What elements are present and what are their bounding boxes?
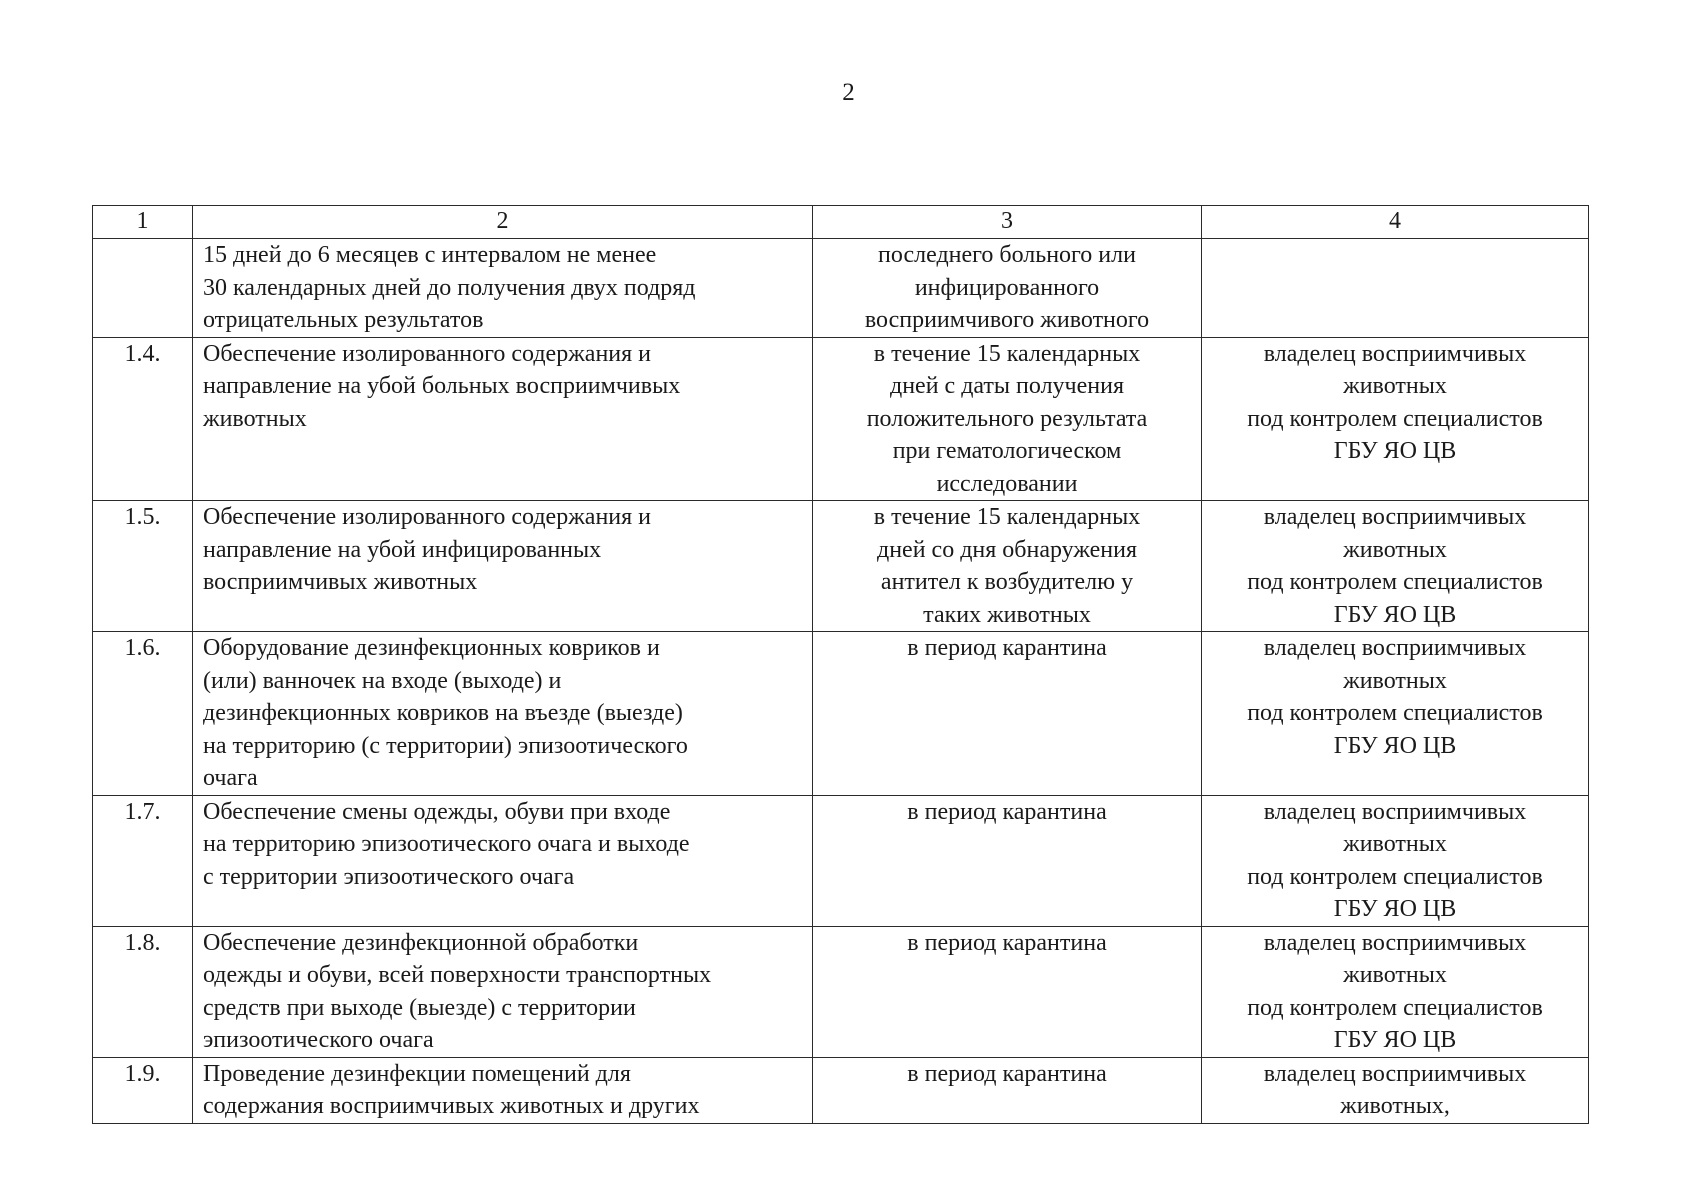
row-number: 1.9. (93, 1057, 193, 1123)
row-number: 1.5. (93, 501, 193, 632)
responsible-cell (1202, 239, 1589, 338)
responsible-cell: владелец восприимчивых животных под контролем специалистов ГБУ ЯО ЦВ (1202, 926, 1589, 1057)
table-header-row (93, 206, 1589, 239)
measure-cell: Обеспечение дезинфекционной обработки одежды и обуви, всей поверхности транспортных средств при выходе (выезде) с территории эпизоотического очага (193, 926, 813, 1057)
term-cell: в течение 15 календарных дней со дня обнаружения антител к возбудителю у таких животных (813, 501, 1202, 632)
row-number: 1.7. (93, 795, 193, 926)
table-row (93, 337, 1589, 501)
column-header-1: 1 (93, 206, 193, 239)
responsible-cell: владелец восприимчивых животных под контролем специалистов ГБУ ЯО ЦВ (1202, 501, 1589, 632)
row-number: 1.4. (93, 337, 193, 501)
table-row (93, 239, 1589, 338)
term-cell: в период карантина (813, 632, 1202, 796)
term-cell: в течение 15 календарных дней с даты получения положительного результата при гематологическом исследовании (813, 337, 1202, 501)
table-row (93, 926, 1589, 1057)
column-header-2: 2 (193, 206, 813, 239)
row-number: 1.6. (93, 632, 193, 796)
table-row (93, 632, 1589, 796)
measure-cell: Обеспечение изолированного содержания и направление на убой больных восприимчивых животных (193, 337, 813, 501)
responsible-cell: владелец восприимчивых животных, (1202, 1057, 1589, 1123)
responsible-cell: владелец восприимчивых животных под контролем специалистов ГБУ ЯО ЦВ (1202, 795, 1589, 926)
term-cell: в период карантина (813, 795, 1202, 926)
responsible-cell: владелец восприимчивых животных под контролем специалистов ГБУ ЯО ЦВ (1202, 337, 1589, 501)
table-row (93, 795, 1589, 926)
measures-table (92, 205, 1589, 1124)
measure-cell: Проведение дезинфекции помещений для содержания восприимчивых животных и других (193, 1057, 813, 1123)
column-header-4: 4 (1202, 206, 1589, 239)
table-row (93, 501, 1589, 632)
page-number: 2 (842, 79, 855, 106)
column-header-3: 3 (813, 206, 1202, 239)
responsible-cell: владелец восприимчивых животных под контролем специалистов ГБУ ЯО ЦВ (1202, 632, 1589, 796)
term-cell: в период карантина (813, 926, 1202, 1057)
measure-cell: Оборудование дезинфекционных ковриков и (или) ванночек на входе (выходе) и дезинфекционных ковриков на въезде (выезде) на территорию (с территории) эпизоотического очага (193, 632, 813, 796)
term-cell: в период карантина (813, 1057, 1202, 1123)
measure-cell: 15 дней до 6 месяцев с интервалом не менее 30 календарных дней до получения двух подряд отрицательных результатов (193, 239, 813, 338)
row-number (93, 239, 193, 338)
measure-cell: Обеспечение изолированного содержания и направление на убой инфицированных восприимчивых животных (193, 501, 813, 632)
measure-cell: Обеспечение смены одежды, обуви при входе на территорию эпизоотического очага и выходе с территории эпизоотического очага (193, 795, 813, 926)
table-row (93, 1057, 1589, 1123)
term-cell: последнего больного или инфицированного восприимчивого животного (813, 239, 1202, 338)
row-number: 1.8. (93, 926, 193, 1057)
